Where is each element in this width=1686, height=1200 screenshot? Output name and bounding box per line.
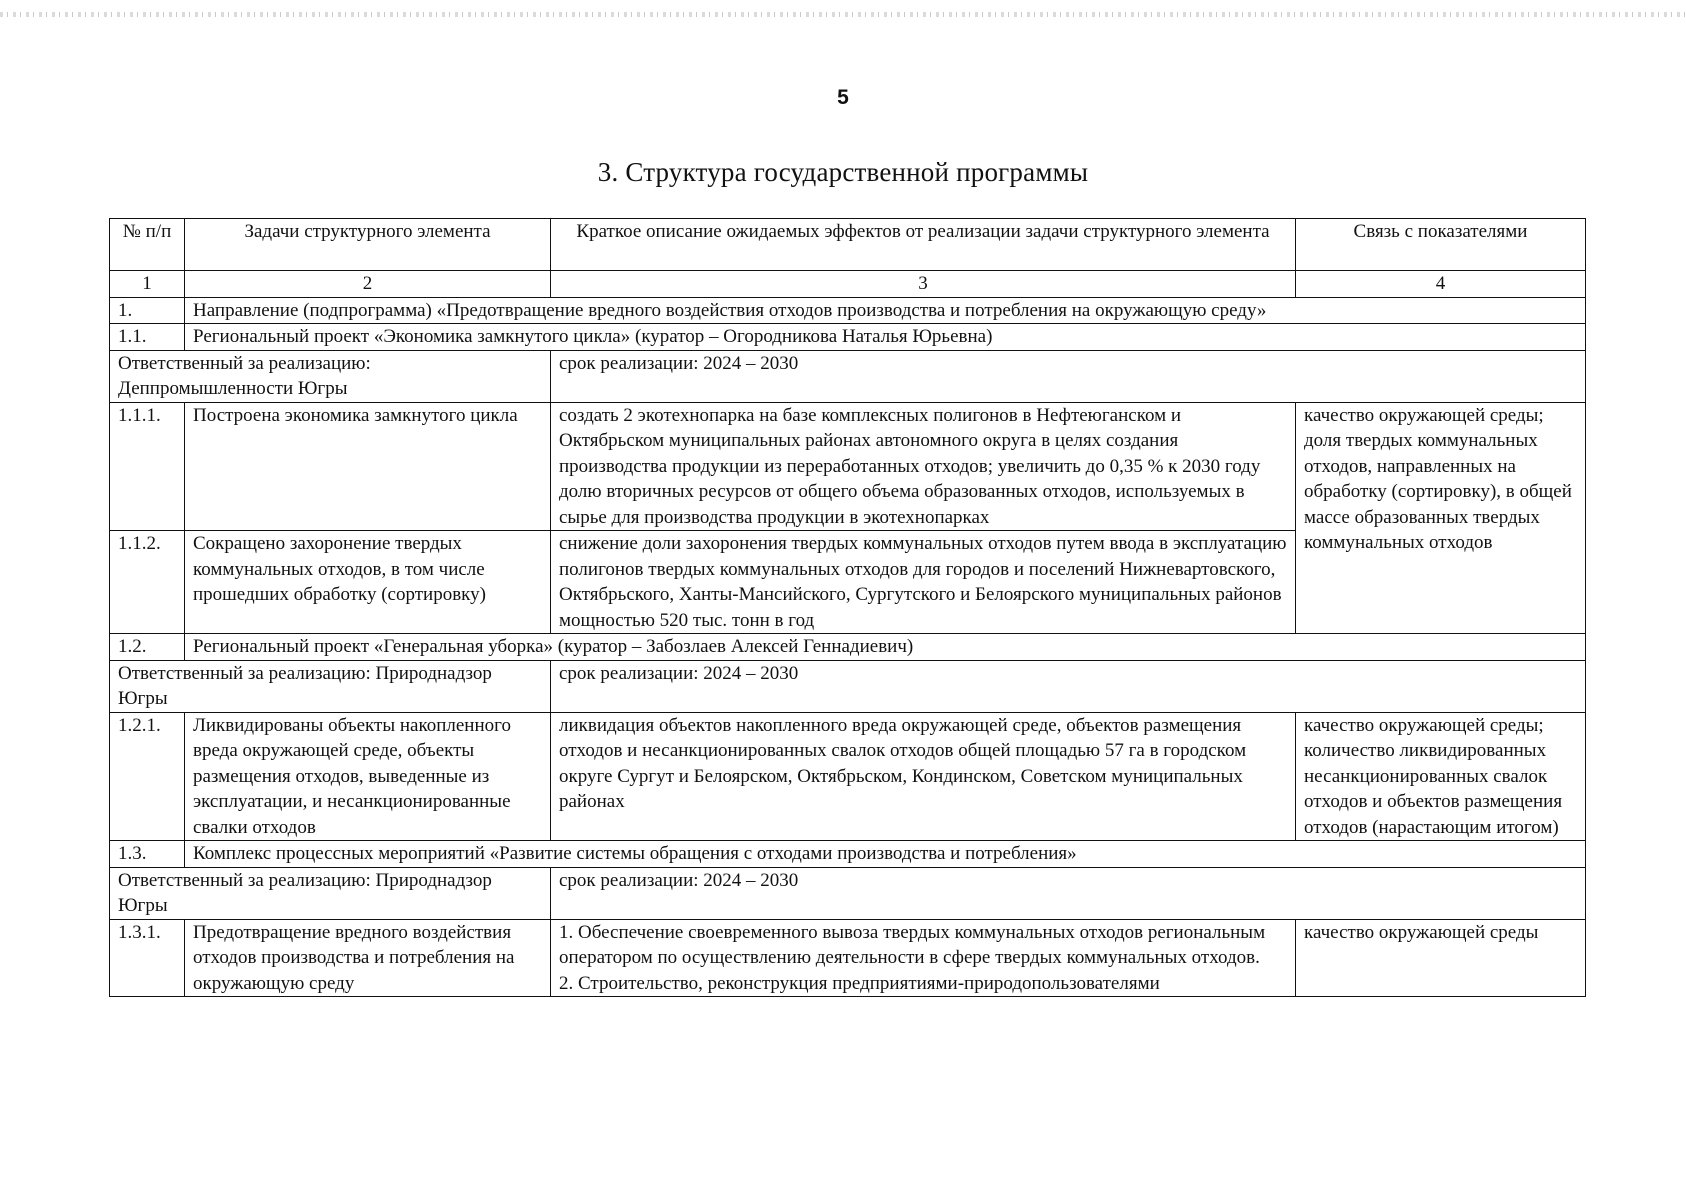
responsible-row-1-3: [110, 867, 1586, 919]
column-number: 1: [110, 271, 185, 298]
row-effect: [551, 919, 1296, 997]
row-indicator: качество окружающей среды: [1296, 919, 1586, 997]
header-tasks: Задачи структурного элемента: [185, 219, 551, 271]
section-title: 3. Структура государственной программы: [597, 157, 1089, 187]
row-task: Предотвращение вредного воздействия отходов производства и потребления на окружающую среду: [185, 919, 551, 997]
project-text: Региональный проект «Экономика замкнутого цикла» (куратор – Огородникова Наталья Юрьевна): [185, 324, 1586, 351]
row-num: 1.1.2.: [110, 531, 185, 634]
row-task: Сокращено захоронение твердых коммунальных отходов, в том числе прошедших обработку (сортировку): [185, 531, 551, 634]
responsible-text: Ответственный за реализацию: Деппромышленности Югры: [110, 350, 551, 402]
direction-num: 1.: [110, 297, 185, 324]
row-effect: ликвидация объектов накопленного вреда окружающей среде, объектов размещения отходов и несанкционированных свалок отходов общей площадью 57 га в городском округе Сургут и Белоярском, Октябрьском, Кондинском, Советском муниципальных районах: [551, 712, 1296, 841]
table-row-1-1-1: [110, 402, 1586, 531]
scan-edge-noise: [0, 12, 1686, 17]
row-num: 1.2.1.: [110, 712, 185, 841]
project-row-1-3: [110, 841, 1586, 868]
term-text: срок реализации: 2024 – 2030: [551, 660, 1586, 712]
responsible-row-1-1: [110, 350, 1586, 402]
row-num: 1.3.1.: [110, 919, 185, 997]
table-row-1-3-1: [110, 919, 1586, 997]
header-effects: Краткое описание ожидаемых эффектов от реализации задачи структурного элемента: [551, 219, 1296, 271]
header-num: № п/п: [110, 219, 185, 271]
row-effect-item-2: 2. Строительство, реконструкция предприятиями-природопользователями: [559, 972, 1160, 994]
project-num: 1.2.: [110, 634, 185, 661]
row-task: Построена экономика замкнутого цикла: [185, 402, 551, 531]
project-num: 1.3.: [110, 841, 185, 868]
responsible-text: Ответственный за реализацию: Природнадзор Югры: [110, 867, 551, 919]
term-text: срок реализации: 2024 – 2030: [551, 867, 1586, 919]
column-number: 3: [551, 271, 1296, 298]
table-row-1-2-1: [110, 712, 1586, 841]
project-num: 1.1.: [110, 324, 185, 351]
program-structure-table: [109, 218, 1586, 997]
row-effect: создать 2 экотехнопарка на базе комплексных полигонов в Нефтеюганском и Октябрьском муниципальных районах автономного округа в целях создания производства продукции из переработанных отходов; увеличить до 0,35 % к 2030 году долю вторичных ресурсов от общего объема образованных отходов, используемых в сырье для производства продукции в экотехнопарках: [551, 402, 1296, 531]
term-text: срок реализации: 2024 – 2030: [551, 350, 1586, 402]
direction-row: [110, 297, 1586, 324]
row-num: 1.1.1.: [110, 402, 185, 531]
direction-text: Направление (подпрограмма) «Предотвращение вредного воздействия отходов производства и потребления на окружающую среду»: [185, 297, 1586, 324]
responsible-row-1-2: [110, 660, 1586, 712]
table-header-row: [110, 219, 1586, 271]
column-number: 4: [1296, 271, 1586, 298]
row-indicator: качество окружающей среды; доля твердых коммунальных отходов, направленных на обработку (сортировку), в общей массе образованных твердых коммунальных отходов: [1296, 402, 1586, 634]
row-task: Ликвидированы объекты накопленного вреда окружающей среде, объекты размещения отходов, выведенные из эксплуатации, и несанкционированные свалки отходов: [185, 712, 551, 841]
row-indicator: качество окружающей среды; количество ликвидированных несанкционированных свалок отходов и объектов размещения отходов (нарастающим итогом): [1296, 712, 1586, 841]
column-number: 2: [185, 271, 551, 298]
row-effect: снижение доли захоронения твердых коммунальных отходов путем ввода в эксплуатацию полигонов твердых коммунальных отходов для городов и поселений Нижневартовского, Октябрьского, Ханты-Мансийского, Сургутского и Белоярского муниципальных районов мощностью 520 тыс. тонн в год: [551, 531, 1296, 634]
row-effect-item-1: 1. Обеспечение своевременного вывоза твердых коммунальных отходов региональным оператором по осуществлению деятельности в сфере твердых коммунальных отходов.: [559, 921, 1266, 968]
column-number-row: [110, 271, 1586, 298]
project-row-1-1: [110, 324, 1586, 351]
page-number: 5: [837, 86, 849, 109]
responsible-text: Ответственный за реализацию: Природнадзор Югры: [110, 660, 551, 712]
header-indicators: Связь с показателями: [1296, 219, 1586, 271]
project-row-1-2: [110, 634, 1586, 661]
project-text: Комплекс процессных мероприятий «Развитие системы обращения с отходами производства и потребления»: [185, 841, 1586, 868]
project-text: Региональный проект «Генеральная уборка» (куратор – Забозлаев Алексей Геннадиевич): [185, 634, 1586, 661]
